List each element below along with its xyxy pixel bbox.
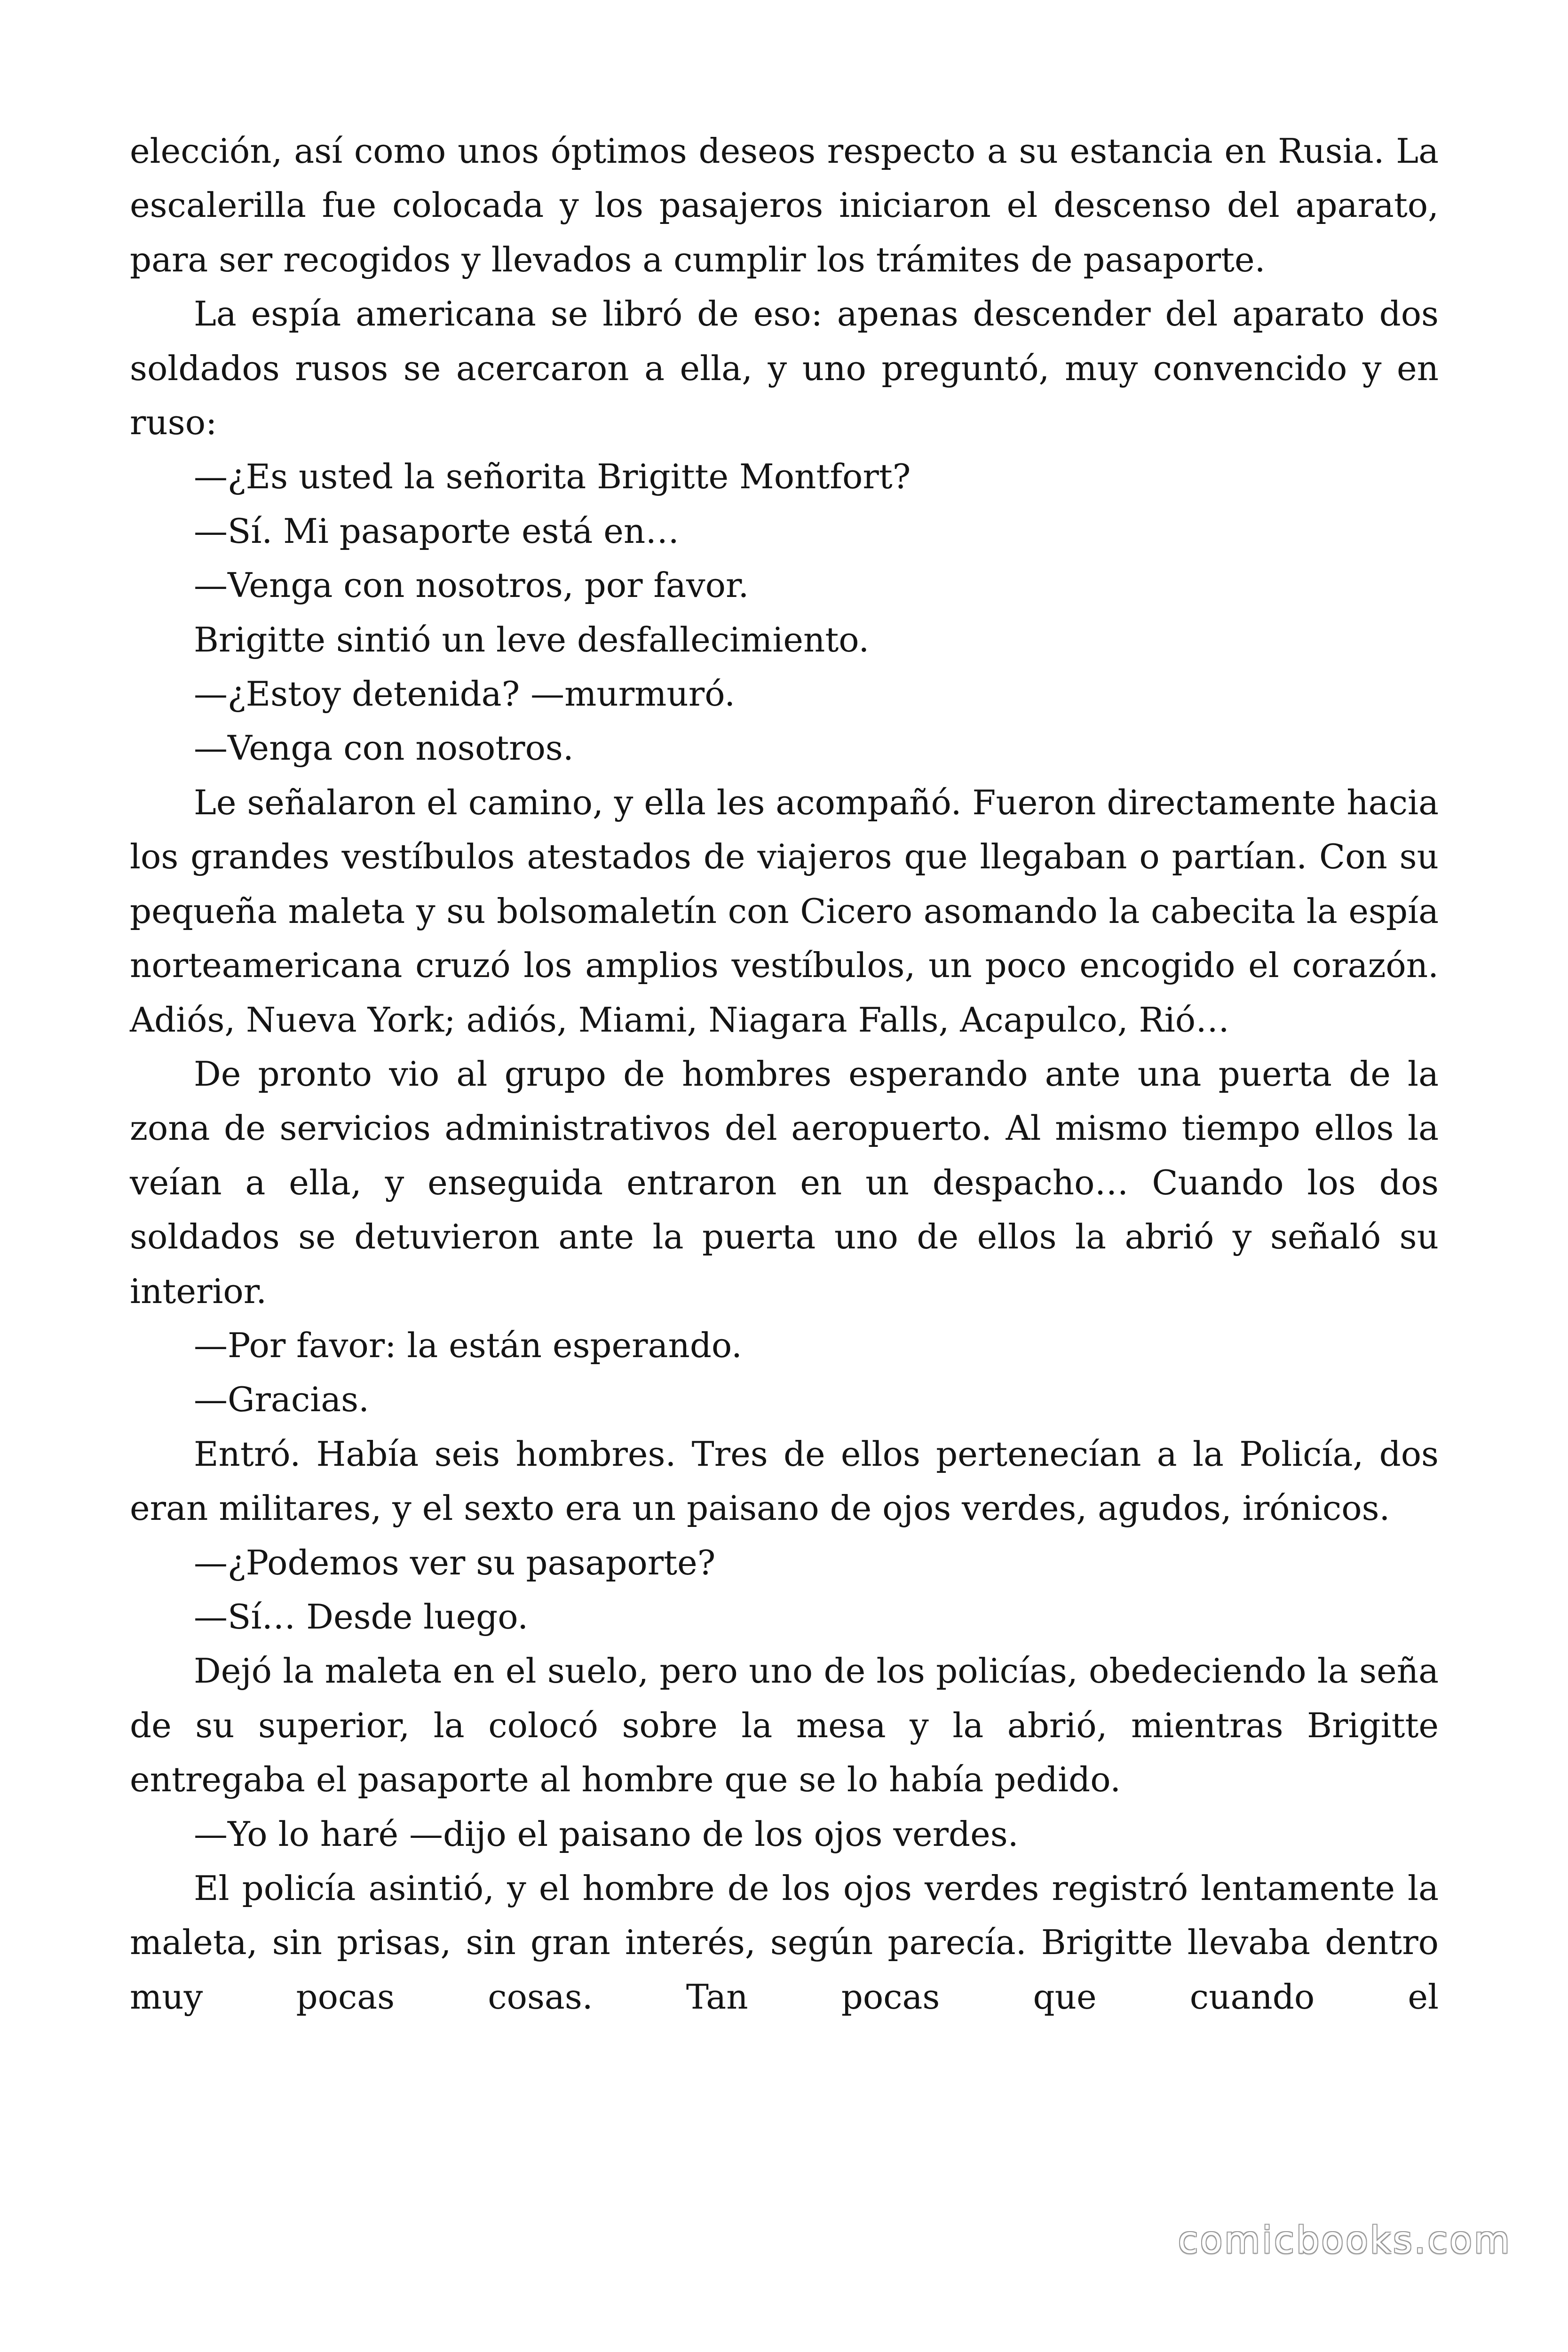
dialogue-line: —Gracias.	[194, 1380, 369, 1420]
dialogue-line: —Venga con nosotros.	[194, 728, 574, 768]
dialogue-line: —¿Estoy detenida? —murmuró.	[194, 674, 736, 714]
book-page	[130, 0, 1439, 2352]
paragraph-continues: El policía asintió, y el hombre de los ojos verdes registró lentamente la maleta, sin prisas, sin gran interés, según parecía. Brigitte llevaba dentro muy pocas cosas. Tan pocas que cuando el	[130, 1868, 1439, 2017]
paragraph-continued: elección, así como unos óptimos deseos respecto a su estancia en Rusia. La escalerilla fue colocada y los pasajeros iniciaron el descenso del aparato, para ser recogidos y llevados a cumplir los trámites de pasaporte.	[130, 131, 1439, 279]
paragraph: De pronto vio al grupo de hombres esperando ante una puerta de la zona de servicios administrativos del aeropuerto. Al mismo tiempo ellos la veían a ella, y enseguida entraron en un despacho… Cuando los dos soldados se detuvieron ante la puerta uno de ellos la abrió y señaló su interior.	[130, 1054, 1439, 1311]
paragraph: La espía americana se libró de eso: apenas descender del aparato dos soldados rusos se acercaron a ella, y uno preguntó, muy convencido y en ruso:	[130, 294, 1439, 443]
watermark: comicbooks.com	[1178, 2219, 1512, 2262]
dialogue-line: —Venga con nosotros, por favor.	[194, 565, 749, 605]
dialogue-line: —Yo lo haré —dijo el paisano de los ojos verdes.	[194, 1814, 1019, 1854]
dialogue-line: —¿Es usted la señorita Brigitte Montfort?	[194, 457, 911, 497]
dialogue-line: —Por favor: la están esperando.	[194, 1325, 742, 1365]
dialogue-line: —¿Podemos ver su pasaporte?	[194, 1542, 716, 1582]
dialogue-line: —Sí. Mi pasaporte está en…	[194, 511, 680, 551]
paragraph: Brigitte sintió un leve desfallecimiento.	[194, 620, 870, 660]
page-text	[130, 124, 1439, 2024]
paragraph: Le señalaron el camino, y ella les acompañó. Fueron directamente hacia los grandes vestíbulos atestados de viajeros que llegaban o partían. Con su pequeña maleta y su bolsomaletín con Cicero asomando la cabecita la espía norteamericana cruzó los amplios vestíbulos, un poco encogido el corazón. Adiós, Nueva York; adiós, Miami, Niagara Falls, Acapulco, Rió…	[130, 782, 1439, 1040]
dialogue-line: —Sí… Desde luego.	[194, 1597, 529, 1637]
paragraph: Entró. Había seis hombres. Tres de ellos pertenecían a la Policía, dos eran militares, y el sexto era un paisano de ojos verdes, agudos, irónicos.	[130, 1434, 1439, 1528]
paragraph: Dejó la maleta en el suelo, pero uno de los policías, obedeciendo la seña de su superior, la colocó sobre la mesa y la abrió, mientras Brigitte entregaba el pasaporte al hombre que se lo había pedido.	[130, 1651, 1439, 1800]
